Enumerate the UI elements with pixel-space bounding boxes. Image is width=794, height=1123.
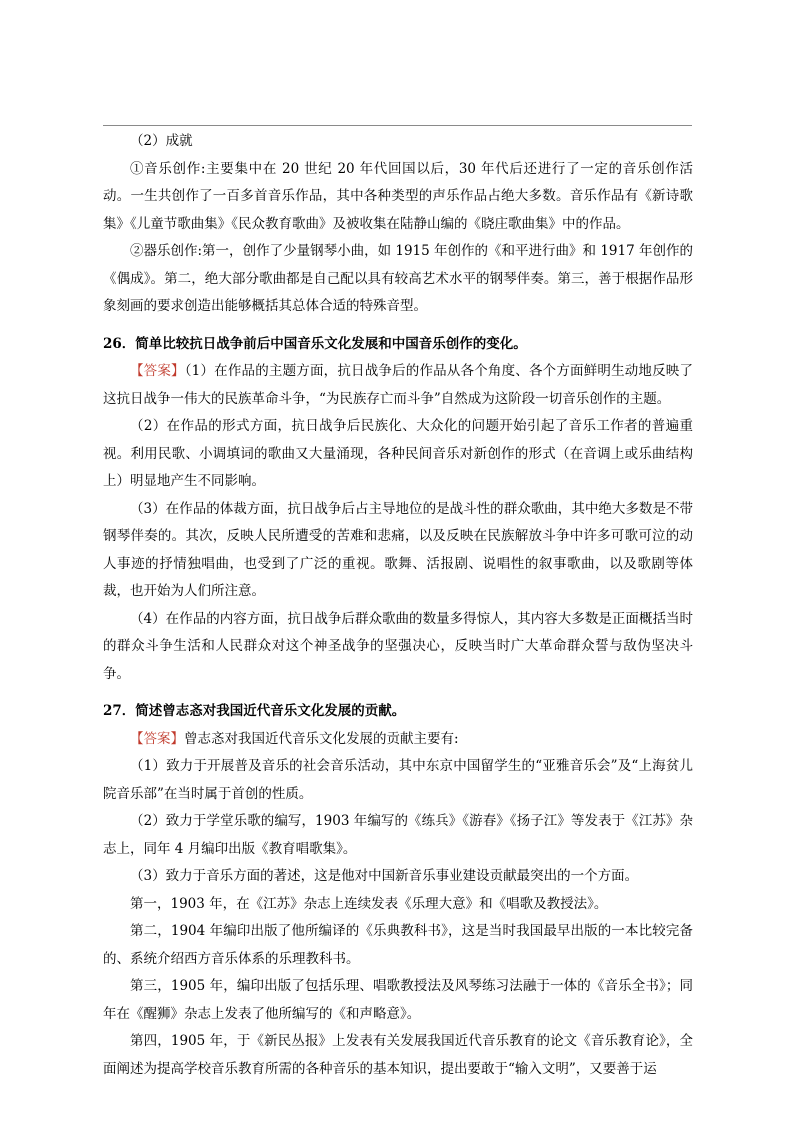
document-body — [103, 128, 693, 1083]
answer-label: 【答案】 — [130, 363, 185, 379]
paragraph-instrumental-creation: ②器乐创作:第一，创作了少量钢琴小曲，如 1915 年创作的《和平进行曲》和 1917 年创作的《偶成》。第二，绝大部分歌曲都是自己配以具有较高艺术水平的钢琴伴奏。第三，善于根据作品形象刻画的要求创造出能够概括其总体合适的特殊音型。 — [103, 243, 693, 314]
paragraph-music-creation: ①音乐创作:主要集中在 20 世纪 20 年代回国以后，30 年代后还进行了一定的音乐创作活动。一生共创作了一百多首音乐作品，其中各种类型的声乐作品占绝大多数。音乐作品有《新诗歌集》《儿童节歌曲集》《民众教育歌曲》及被收集在陆静山编的《晓庄歌曲集》中的作品。 — [103, 160, 693, 232]
answer-label: 【答案】 — [130, 730, 184, 747]
answer-26-item-1-text: （1）在作品的主题方面，抗日战争后的作品从各个角度、各个方面鲜明生动地反映了这抗日战争一伟大的民族革命斗争，“为民族存亡而斗争”自然成为这阶段一切音乐创作的主题。 — [103, 363, 693, 407]
spacer — [103, 688, 693, 698]
answer-27-point-1: 第一，1903 年，在《江苏》杂志上连续发表《乐理大意》和《唱歌及教授法》。 — [130, 895, 608, 912]
header-rule — [103, 125, 692, 126]
answer-27-point-2: 第二，1904 年编印出版了他所编译的《乐典教科书》，这是当时我国最早出版的一本比较完备的、系统介绍西方音乐体系的乐理教科书。 — [103, 923, 693, 967]
section-heading-achievement: （2）成就 — [130, 133, 193, 149]
answer-26-item-3: （3）在作品的体裁方面，抗日战争后占主导地位的是战斗性的群众歌曲，其中绝大多数是不带钢琴伴奏的。其次，反映人民所遭受的苦难和悲痛，以及反映在民族解放斗争中许多可歌可泣的动人事迹的抒情独唱曲，也受到了广泛的重视。歌舞、活报剧、说唱性的叙事歌曲，以及歌剧等体裁，也开始为人们所注意。 — [103, 500, 693, 599]
answer-26-item-1 — [103, 358, 693, 413]
answer-27-point-3: 第三，1905 年，编印出版了包括乐理、唱歌教授法及风琴练习法融于一体的《音乐全书》；同年在《醒狮》杂志上发表了他所编写的《和声略意》。 — [103, 978, 693, 1022]
answer-27-intro — [103, 726, 693, 754]
answer-27-item-3: （3）致力于音乐方面的著述，这是他对中国新音乐事业建设贡献最突出的一个方面。 — [130, 868, 639, 884]
question-26-title: 26．简单比较抗日战争前后中国音乐文化发展和中国音乐创作的变化。 — [103, 335, 527, 352]
question-27-title: 27．简述曾志忞对我国近代音乐文化发展的贡献。 — [103, 703, 406, 719]
answer-27-item-1: （1）致力于开展普及音乐的社会音乐活动，其中东京中国留学生的“亚雅音乐会”及“上海贫儿院音乐部”在当时属于首创的性质。 — [103, 758, 693, 802]
answer-27-item-2: （2）致力于学堂乐歌的编写，1903 年编写的《练兵》《游春》《扬子江》等发表于《江苏》杂志上，同年 4 月编印出版《教育唱歌集》。 — [103, 813, 693, 857]
spacer — [103, 321, 693, 331]
answer-26-item-4: （4）在作品的内容方面，抗日战争后群众歌曲的数量多得惊人，其内容大多数是正面概括当时的群众斗争生活和人民群众对这个神圣战争的坚强决心，反映当时广大革命群众誓与敌伪坚决斗争。 — [103, 610, 693, 682]
answer-26-item-2: （2）在作品的形式方面，抗日战争后民族化、大众化的问题开始引起了音乐工作者的普遍重视。利用民歌、小调填词的歌曲又大量涌现，各种民间音乐对新创作的形式（在音调上或乐曲结构上）明显地产生不同影响。 — [103, 418, 693, 489]
answer-27-intro-text: 曾志忞对我国近代音乐文化发展的贡献主要有: — [184, 730, 459, 747]
answer-27-point-4: 第四，1905 年，于《新民丛报》上发表有关发展我国近代音乐教育的论文《音乐教育论》，全面阐述为提高学校音乐教育所需的各种音乐的基本知识，提出要敢于“输入文明”，又要善于运 — [103, 1033, 693, 1077]
